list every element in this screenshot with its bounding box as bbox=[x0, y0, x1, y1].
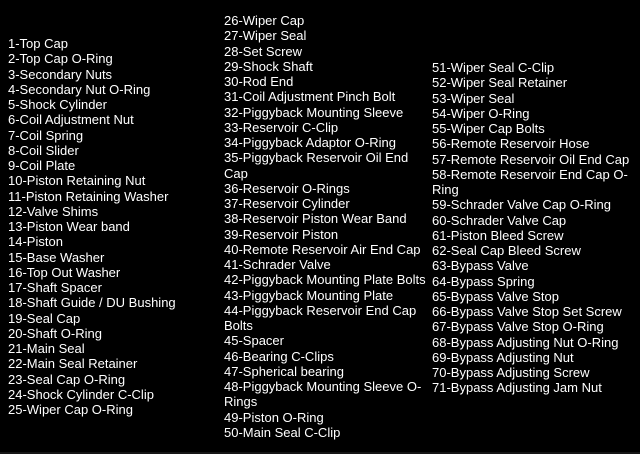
part-item: 46-Bearing C-Clips bbox=[224, 348, 334, 364]
part-item: 23-Seal Cap O-Ring bbox=[8, 371, 126, 387]
part-item: 67-Bypass Valve Stop O-Ring bbox=[432, 319, 604, 335]
part-item: 27-Wiper Seal bbox=[224, 28, 307, 44]
part-item: 57-Remote Reservoir Oil End Cap bbox=[432, 151, 630, 167]
part-item: 21-Main Seal bbox=[8, 341, 85, 356]
part-item: 24-Shock Cylinder C-Clip bbox=[8, 386, 154, 402]
part-item: 51-Wiper Seal C-Clip bbox=[432, 60, 555, 75]
part-item: 30-Rod End bbox=[224, 74, 294, 89]
part-item: 42-Piggyback Mounting Plate Bolts bbox=[224, 272, 426, 288]
part-item: 8-Coil Slider bbox=[8, 142, 79, 158]
parts-column-3 bbox=[432, 60, 639, 396]
part-item: 22-Main Seal Retainer bbox=[8, 356, 138, 372]
part-item: 64-Bypass Spring bbox=[432, 273, 535, 289]
part-item: 70-Bypass Adjusting Screw bbox=[432, 365, 590, 380]
part-item: 31-Coil Adjustment Pinch Bolt bbox=[224, 89, 396, 105]
part-item: 2-Top Cap O-Ring bbox=[8, 51, 113, 67]
part-item: 25-Wiper Cap O-Ring bbox=[8, 402, 133, 417]
part-item: 61-Piston Bleed Screw bbox=[432, 227, 564, 243]
part-item: 56-Remote Reservoir Hose bbox=[432, 136, 590, 152]
part-item: 19-Seal Cap bbox=[8, 310, 81, 326]
part-item: 41-Schrader Valve bbox=[224, 257, 331, 272]
part-item: 3-Secondary Nuts bbox=[8, 66, 113, 82]
part-item: 63-Bypass Valve bbox=[432, 258, 529, 274]
part-item: 49-Piston O-Ring bbox=[224, 409, 324, 425]
part-item: 62-Seal Cap Bleed Screw bbox=[432, 243, 581, 258]
part-item: 16-Top Out Washer bbox=[8, 264, 121, 280]
part-item: 14-Piston bbox=[8, 234, 63, 250]
part-item: 37-Reservoir Cylinder bbox=[224, 196, 350, 211]
part-item: 5-Shock Cylinder bbox=[8, 97, 107, 112]
part-item: 50-Main Seal C-Clip bbox=[224, 424, 341, 440]
part-item: 11-Piston Retaining Washer bbox=[8, 188, 169, 204]
part-item: 9-Coil Plate bbox=[8, 158, 76, 173]
part-item: 13-Piston Wear band bbox=[8, 219, 130, 234]
part-item: 12-Valve Shims bbox=[8, 203, 99, 219]
part-item: 35-Piggyback Reservoir Oil End Cap bbox=[224, 150, 409, 181]
part-item: 43-Piggyback Mounting Plate bbox=[224, 287, 394, 303]
part-item: 58-Remote Reservoir End Cap O-Ring bbox=[432, 166, 628, 197]
part-item: 47-Spherical bearing bbox=[224, 363, 344, 379]
part-item: 38-Reservoir Piston Wear Band bbox=[224, 211, 407, 227]
part-item: 20-Shaft O-Ring bbox=[8, 325, 102, 341]
part-item: 68-Bypass Adjusting Nut O-Ring bbox=[432, 334, 619, 350]
part-item: 7-Coil Spring bbox=[8, 127, 84, 143]
part-item: 6-Coil Adjustment Nut bbox=[8, 112, 134, 128]
part-item: 1-Top Cap bbox=[8, 36, 68, 51]
part-item: 10-Piston Retaining Nut bbox=[8, 173, 146, 189]
part-item: 26-Wiper Cap bbox=[224, 13, 305, 28]
part-item: 48-Piggyback Mounting Sleeve O-Rings bbox=[224, 379, 422, 410]
part-item: 18-Shaft Guide / DU Bushing bbox=[8, 295, 176, 311]
part-item: 55-Wiper Cap Bolts bbox=[432, 121, 545, 136]
part-item: 45-Spacer bbox=[224, 333, 284, 349]
part-item: 52-Wiper Seal Retainer bbox=[432, 75, 568, 91]
part-item: 65-Bypass Valve Stop bbox=[432, 288, 559, 304]
part-item: 36-Reservoir O-Rings bbox=[224, 180, 350, 196]
part-item: 32-Piggyback Mounting Sleeve bbox=[224, 104, 404, 120]
part-item: 54-Wiper O-Ring bbox=[432, 105, 530, 121]
part-item: 28-Set Screw bbox=[224, 43, 303, 59]
part-item: 69-Bypass Adjusting Nut bbox=[432, 349, 574, 365]
part-item: 59-Schrader Valve Cap O-Ring bbox=[432, 197, 611, 213]
part-item: 53-Wiper Seal bbox=[432, 90, 515, 106]
part-item: 33-Reservoir C-Clip bbox=[224, 119, 339, 135]
part-item: 29-Shock Shaft bbox=[224, 58, 313, 74]
part-item: 44-Piggyback Reservoir End Cap Bolts bbox=[224, 302, 417, 333]
part-item: 4-Secondary Nut O-Ring bbox=[8, 81, 151, 97]
part-item: 34-Piggyback Adaptor O-Ring bbox=[224, 135, 396, 150]
part-item: 15-Base Washer bbox=[8, 249, 105, 265]
part-item: 40-Remote Reservoir Air End Cap bbox=[224, 241, 421, 257]
part-item: 71-Bypass Adjusting Jam Nut bbox=[432, 380, 602, 396]
part-item: 66-Bypass Valve Stop Set Screw bbox=[432, 304, 622, 319]
part-item: 39-Reservoir Piston bbox=[224, 226, 339, 242]
part-item: 17-Shaft Spacer bbox=[8, 280, 102, 295]
parts-column-1 bbox=[8, 36, 220, 417]
parts-column-2 bbox=[224, 13, 430, 440]
part-item: 60-Schrader Valve Cap bbox=[432, 212, 567, 228]
